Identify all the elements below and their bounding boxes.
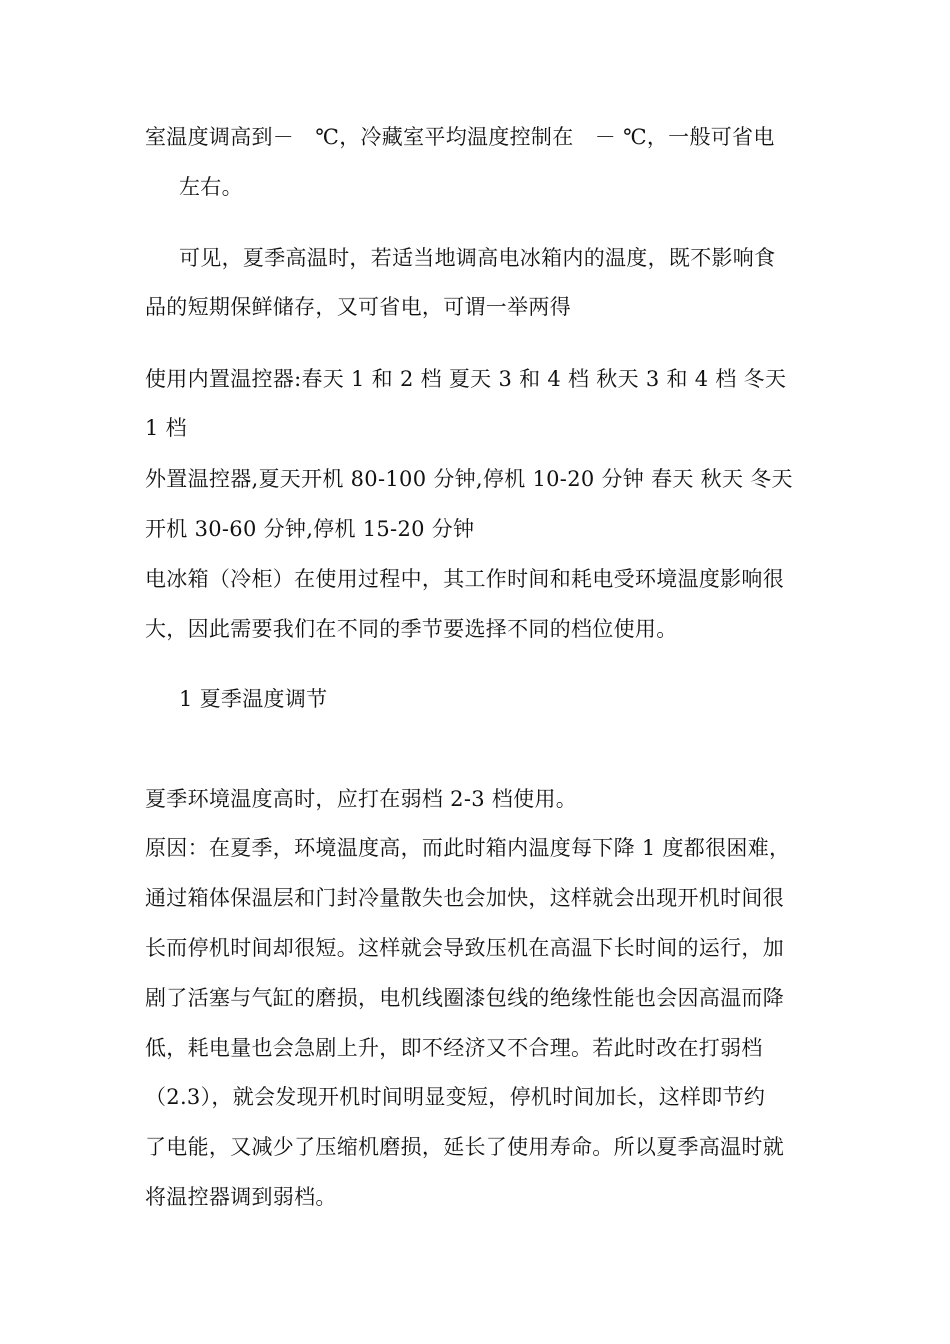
- paragraph-7-line-8: 将温控器调到弱档。: [145, 1185, 337, 1209]
- paragraph-1-line-2: 左右。: [179, 175, 243, 199]
- paragraph-7-line-7: 了电能，又减少了压缩机磨损，延长了使用寿命。所以夏季高温时就: [145, 1135, 784, 1159]
- paragraph-1-line-1: 室温度调高到－ ℃，冷藏室平均温度控制在 － ℃，一般可省电: [145, 125, 775, 149]
- paragraph-7-line-4: 剧了活塞与气缸的磨损，电机线圈漆包线的绝缘性能也会因高温而降: [145, 986, 784, 1010]
- paragraph-2-line-1: 可见，夏季高温时，若适当地调高电冰箱内的温度，既不影响食: [179, 246, 776, 270]
- paragraph-7-line-1: 原因：在夏季，环境温度高，而此时箱内温度每下降 1 度都很困难，: [145, 836, 791, 860]
- paragraph-7-line-2: 通过箱体保温层和门封冷量散失也会加快，这样就会出现开机时间很: [145, 886, 784, 910]
- paragraph-7-line-5: 低，耗电量也会急剧上升，即不经济又不合理。若此时改在打弱档: [145, 1036, 763, 1060]
- paragraph-4-line-2: 开机 30-60 分钟,停机 15-20 分钟: [145, 517, 475, 541]
- paragraph-5-line-2: 大，因此需要我们在不同的季节要选择不同的档位使用。: [145, 617, 678, 641]
- paragraph-7-line-6: （2.3），就会发现开机时间明显变短，停机时间加长，这样即节约: [145, 1085, 766, 1109]
- paragraph-2-line-2: 品的短期保鲜储存，又可省电，可谓一举两得: [145, 295, 571, 319]
- paragraph-4-line-1: 外置温控器,夏天开机 80-100 分钟,停机 10-20 分钟 春天 秋天 冬天: [145, 467, 793, 491]
- section-heading-summer: 1 夏季温度调节: [179, 687, 328, 711]
- paragraph-3-line-2: 1 档: [145, 416, 187, 440]
- paragraph-3-line-1: 使用内置温控器:春天 1 和 2 档 夏天 3 和 4 档 秋天 3 和 4 档 冬天: [145, 367, 787, 391]
- paragraph-5-line-1: 电冰箱（冷柜）在使用过程中，其工作时间和耗电受环境温度影响很: [145, 567, 784, 591]
- paragraph-6: 夏季环境温度高时，应打在弱档 2-3 档使用。: [145, 787, 578, 811]
- paragraph-7-line-3: 长而停机时间却很短。这样就会导致压机在高温下长时间的运行，加: [145, 936, 784, 960]
